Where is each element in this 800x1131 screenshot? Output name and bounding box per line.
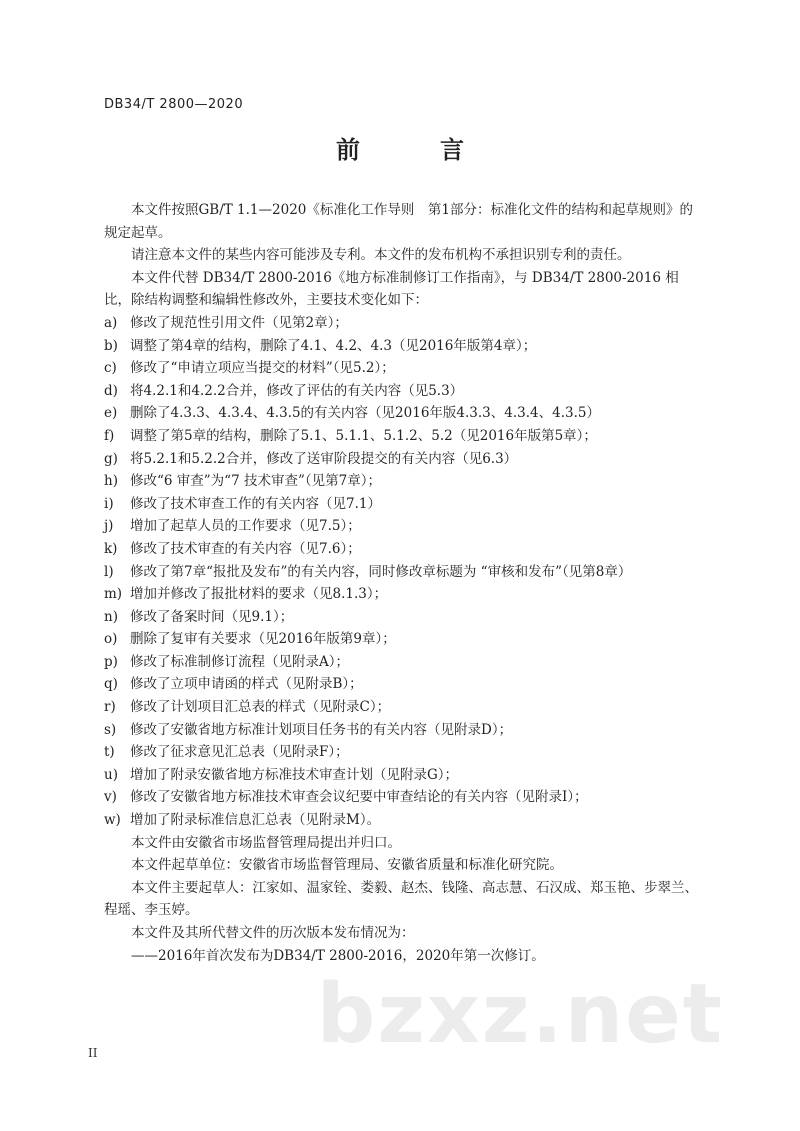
change-item	[104, 786, 704, 809]
change-item-label: k)	[104, 540, 118, 557]
change-item-text: 增加了附录标准信息汇总表（见附录M）。	[130, 812, 381, 829]
change-item-text: 修改了技术审查的有关内容（见7.6）；	[130, 540, 361, 557]
change-item-label: m)	[104, 586, 123, 603]
paragraph-drafting-units: 本文件起草单位：安徽省市场监督管理局、安徽省质量和标准化研究院。	[131, 857, 563, 874]
change-item	[104, 493, 704, 516]
change-item-text: 调整了第5章的结构，删除了5.1、5.1.1、5.1.2、5.2（见2016年版第5章）；	[130, 427, 597, 444]
change-item	[104, 470, 704, 493]
change-item	[104, 651, 704, 674]
change-item	[104, 741, 704, 764]
change-item-text: 删除了复审有关要求（见2016年版第9章）；	[130, 631, 396, 648]
change-item-text: 修改了技术审查工作的有关内容（见7.1）	[130, 495, 381, 512]
paragraph-history-intro: 本文件及其所代替文件的历次版本发布情况为：	[131, 925, 415, 941]
change-item-text: 修改了备案时间（见9.1）；	[130, 608, 294, 625]
change-item	[104, 425, 704, 448]
change-item-label: p)	[104, 653, 118, 670]
change-item-label: l)	[104, 563, 114, 580]
change-item-label: o)	[104, 631, 118, 648]
change-item-text: 调整了第4章的结构，删除了4.1、4.2、4.3（见2016年版第4章）；	[130, 337, 537, 354]
change-item-label: s)	[104, 721, 117, 738]
change-item	[104, 764, 704, 787]
page-title: 前 言	[336, 136, 492, 164]
change-item-label: r)	[104, 699, 116, 716]
change-item	[104, 673, 704, 696]
change-item	[104, 809, 704, 832]
paragraph-patent-notice: 请注意本文件的某些内容可能涉及专利。本文件的发布机构不承担识别专利的责任。	[131, 247, 631, 264]
change-item	[104, 719, 704, 742]
change-item-text: 修改“6 审查”为“7 技术审查”（见第7章）；	[130, 473, 381, 490]
change-item-text: 删除了4.3.3、4.3.4、4.3.5的有关内容（见2016年版4.3.3、4.3.4、4.3.5）	[130, 405, 600, 422]
change-item	[104, 448, 704, 471]
change-item-label: v)	[104, 789, 117, 806]
change-item-text: 增加了起草人员的工作要求（见7.5）；	[130, 518, 361, 535]
change-item-text: 修改了立项申请函的样式（见附录B）；	[130, 676, 363, 693]
paragraph-replacement: 本文件代替 DB34/T 2800-2016《地方标准制修订工作指南》，与 DB34/T 2800-2016 相比，除结构调整和编辑性修改外，主要技术变化如下：	[104, 269, 679, 309]
change-item-label: i)	[104, 495, 114, 512]
history-line: ——2016年首次发布为DB34/T 2800-2016，2020年第一次修订。	[131, 947, 545, 964]
change-item	[104, 583, 704, 606]
change-item-label: h)	[104, 473, 118, 490]
changes-list	[104, 312, 704, 832]
change-item-text: 修改了标准制修订流程（见附录A）；	[130, 653, 349, 670]
change-item-text: 增加并修改了报批材料的要求（见8.1.3）；	[130, 586, 388, 603]
change-item-text: 修改了第7章“报批及发布”的有关内容，同时修改章标题为 “审核和发布”（见第8章）	[130, 563, 632, 580]
change-item-label: t)	[104, 744, 115, 761]
change-item-text: 将5.2.1和5.2.2合并，修改了送审阶段提交的有关内容（见6.3）	[130, 450, 518, 467]
paragraph-proposer: 本文件由安徽省市场监督管理局提出并归口。	[131, 834, 401, 851]
watermark: bzxz.net	[316, 967, 724, 1062]
paragraph-standard-basis: 本文件按照GB/T 1.1—2020《标准化工作导则 第1部分：标准化文件的结构和起草规则》的规定起草。	[104, 202, 693, 241]
header-code: DB34/T 2800—2020	[104, 97, 244, 112]
change-item-label: w)	[104, 812, 121, 829]
change-item	[104, 357, 704, 380]
change-item	[104, 696, 704, 719]
change-item-text: 修改了规范性引用文件（见第2章）；	[130, 314, 348, 331]
change-item-label: q)	[104, 676, 118, 693]
document-body	[104, 199, 704, 967]
change-item	[104, 335, 704, 358]
change-item-label: u)	[104, 766, 118, 783]
change-item	[104, 515, 704, 538]
change-item-label: c)	[104, 360, 117, 377]
change-item-text: 修改了安徽省地方标准计划项目任务书的有关内容（见附录D）；	[130, 721, 513, 738]
change-item-label: d)	[104, 382, 118, 399]
change-item-label: j)	[104, 518, 114, 535]
change-item	[104, 538, 704, 561]
change-item-label: b)	[104, 337, 118, 354]
change-item	[104, 628, 704, 651]
change-item-label: e)	[104, 405, 118, 422]
change-item-text: 增加了附录安徽省地方标准技术审查计划（见附录G）；	[130, 766, 459, 783]
change-item	[104, 402, 704, 425]
change-item-label: f)	[104, 427, 115, 444]
change-item-text: 修改了“申请立项应当提交的材料”（见5.2）；	[130, 360, 395, 377]
change-item-label: g)	[104, 450, 118, 467]
change-item-label: a)	[104, 314, 118, 331]
change-item-label: n)	[104, 608, 118, 625]
change-item-text: 将4.2.1和4.2.2合并，修改了评估的有关内容（见5.3）	[130, 382, 464, 399]
change-item-text: 修改了征求意见汇总表（见附录F）；	[130, 744, 349, 761]
paragraph-drafters: 本文件主要起草人：江家如、温家铨、娄毅、赵杰、钱隆、高志慧、石汉成、郑玉艳、步翠兰、程瑶、李玉婷。	[104, 879, 698, 919]
change-item	[104, 561, 704, 584]
change-item	[104, 606, 704, 629]
change-item-text: 修改了安徽省地方标准技术审查会议纪要中审查结论的有关内容（见附录I）；	[130, 789, 588, 806]
change-item	[104, 380, 704, 403]
page-number: II	[88, 1046, 98, 1060]
change-item-text: 修改了计划项目汇总表的样式（见附录C）；	[130, 699, 391, 716]
change-item	[104, 312, 704, 335]
